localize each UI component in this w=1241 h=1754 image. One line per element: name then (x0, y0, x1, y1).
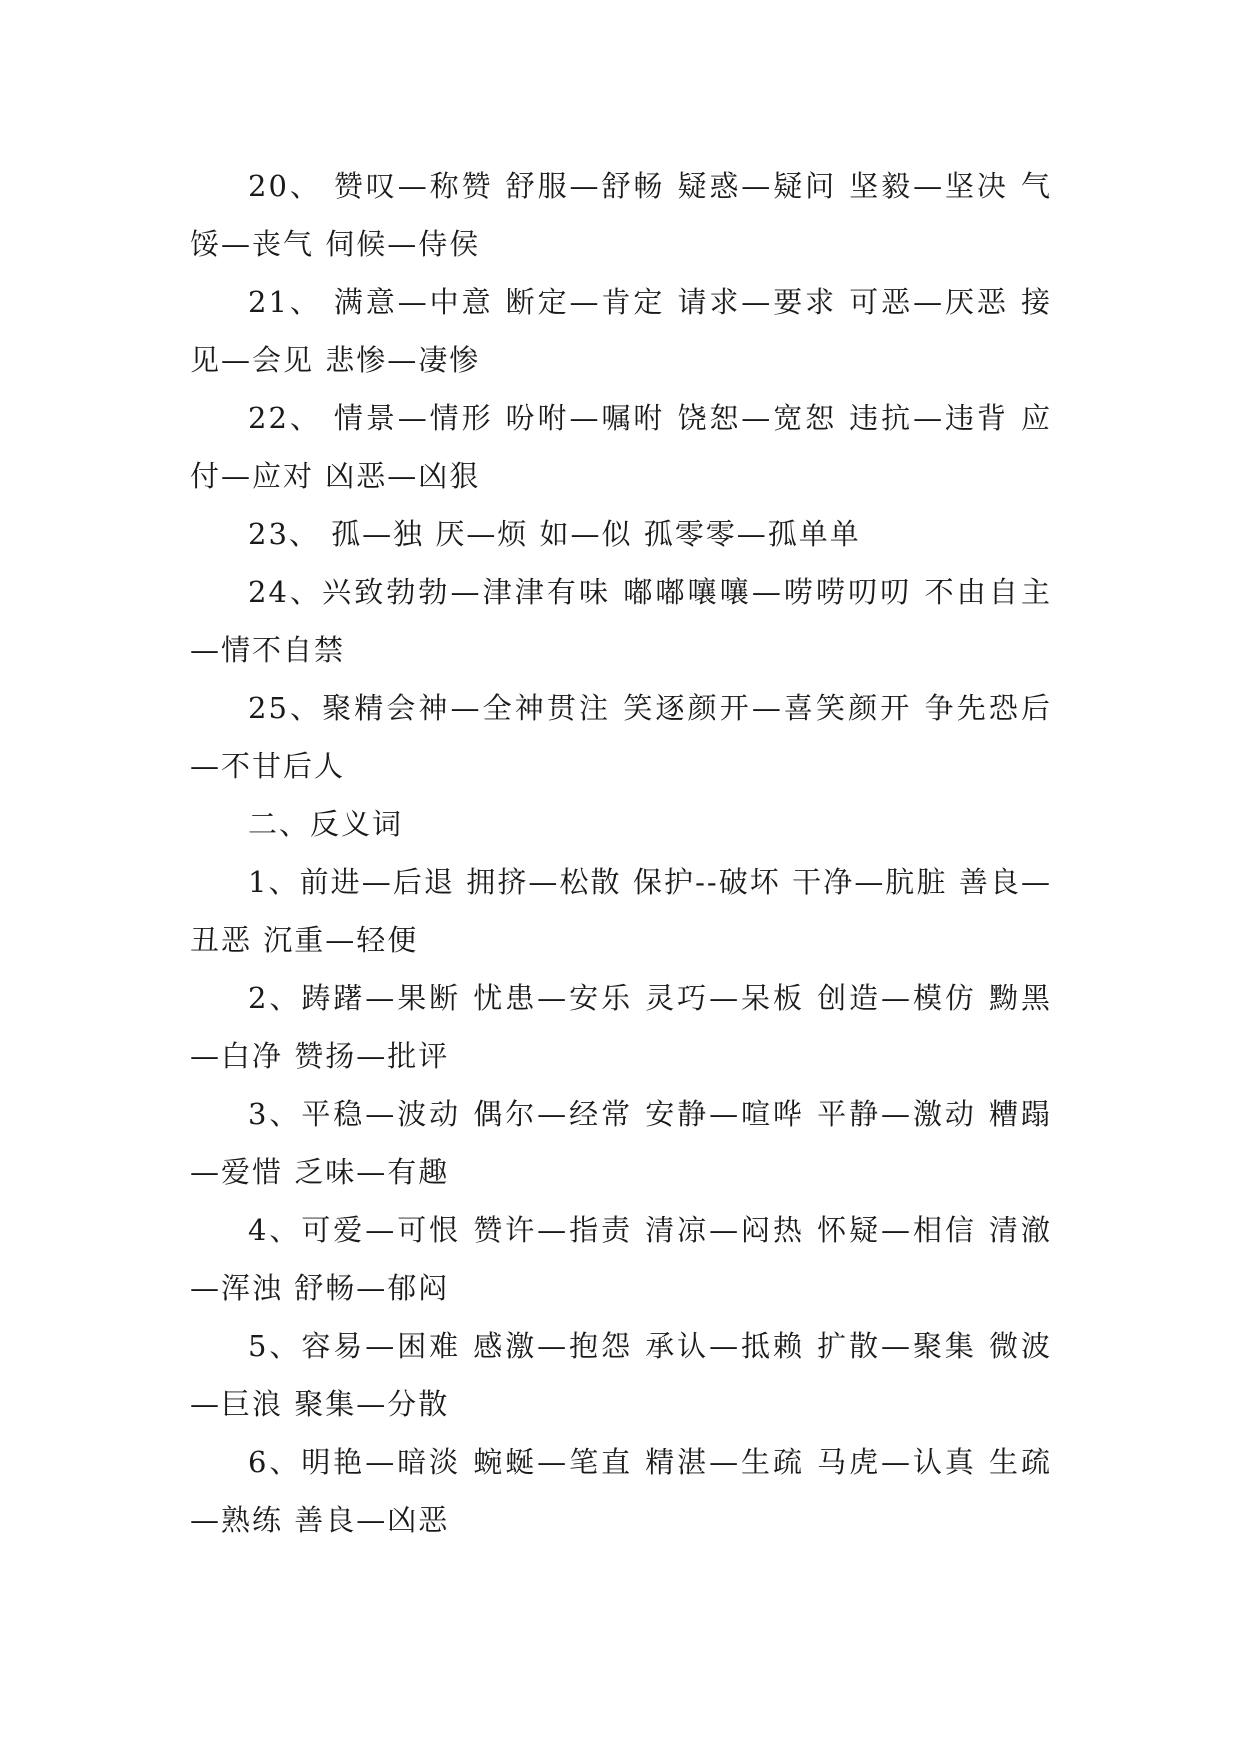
paragraph-21: 21、 满意—中意 断定—肯定 请求—要求 可恶—厌恶 接见—会见 悲惨—凄惨 (190, 285, 1052, 377)
paragraph-20: 20、 赞叹—称赞 舒服—舒畅 疑惑—疑问 坚毅—坚决 气馁—丧气 伺候—侍侯 (190, 169, 1052, 261)
antonym-paragraph-2: 2、踌躇—果断 忧患—安乐 灵巧—呆板 创造—模仿 黝黑—白净 赞扬—批评 (190, 981, 1052, 1073)
antonym-paragraph-4: 4、可爱—可恨 赞许—指责 清凉—闷热 怀疑—相信 清澈—浑浊 舒畅—郁闷 (190, 1213, 1052, 1305)
paragraph-22: 22、 情景—情形 吩咐—嘱咐 饶恕—宽恕 违抗—违背 应付—应对 凶恶—凶狠 (190, 401, 1052, 493)
antonym-paragraph-1: 1、前进—后退 拥挤—松散 保护--破坏 干净—肮脏 善良—丑恶 沉重—轻便 (190, 865, 1052, 957)
paragraph-25: 25、聚精会神—全神贯注 笑逐颜开—喜笑颜开 争先恐后—不甘后人 (190, 691, 1052, 783)
paragraph-23: 23、 孤—独 厌—烦 如—似 孤零零—孤单单 (248, 517, 861, 551)
section-heading-antonyms: 二、反义词 (248, 807, 404, 841)
antonym-paragraph-5: 5、容易—困难 感激—抱怨 承认—抵赖 扩散—聚集 微波—巨浪 聚集—分散 (190, 1329, 1052, 1421)
antonym-paragraph-6: 6、明艳—暗淡 蜿蜒—笔直 精湛—生疏 马虎—认真 生疏—熟练 善良—凶恶 (190, 1445, 1052, 1537)
document-body (190, 157, 1052, 1549)
antonym-paragraph-3: 3、平稳—波动 偶尔—经常 安静—喧哗 平静—激动 糟蹋—爱惜 乏味—有趣 (190, 1097, 1052, 1189)
paragraph-24: 24、兴致勃勃—津津有味 嘟嘟嚷嚷—唠唠叨叨 不由自主—情不自禁 (190, 575, 1052, 667)
